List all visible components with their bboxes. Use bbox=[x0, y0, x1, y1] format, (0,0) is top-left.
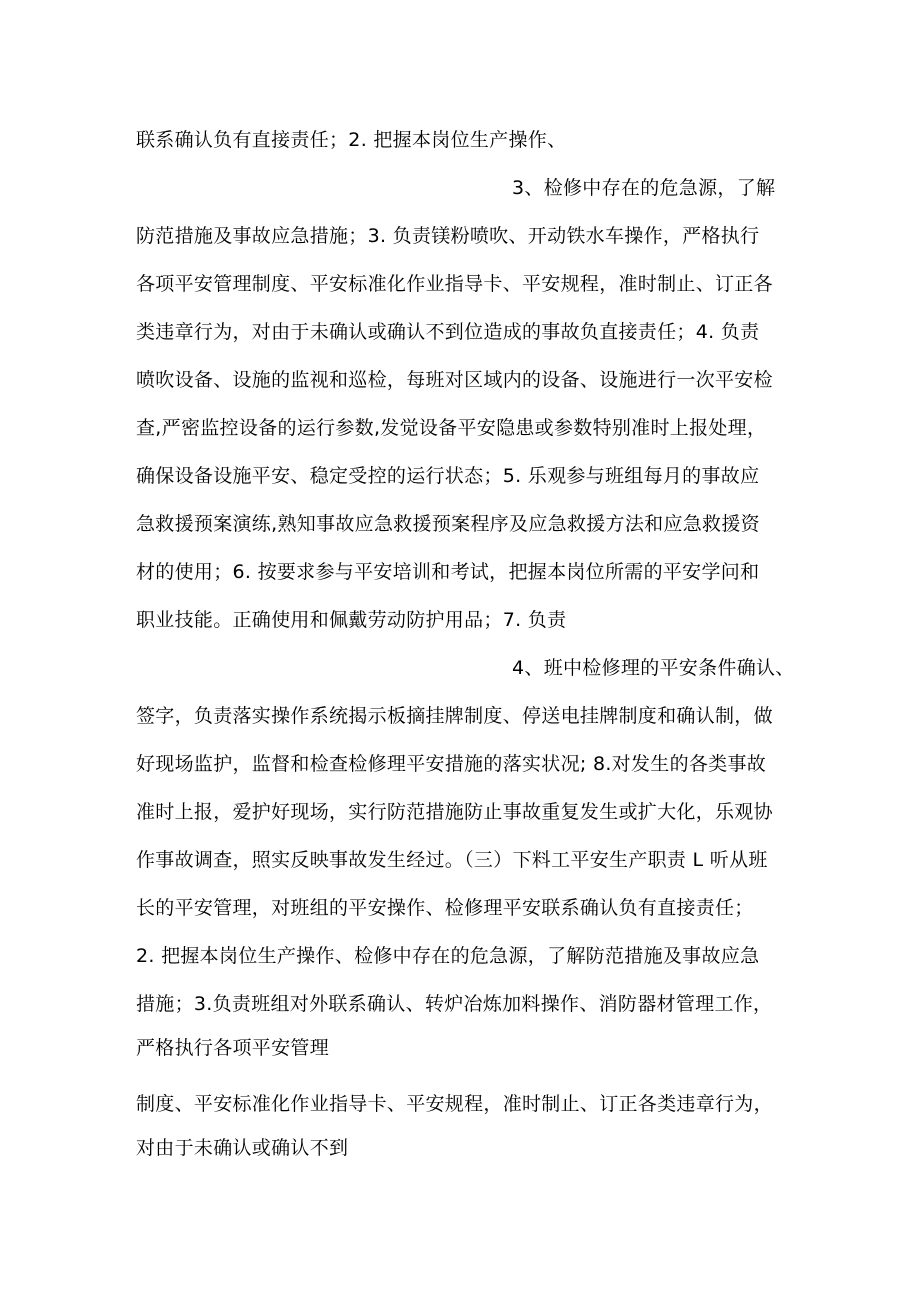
text-line-14: 好现场监护，监督和检查检修理平安措施的落实状况; 8.对发生的各类事故 bbox=[136, 753, 767, 775]
text-line-11: 职业技能。正确使用和佩戴劳动防护用品；7. 负责 bbox=[136, 609, 567, 631]
text-line-8: 确保设备设施平安、稳定受控的运行状态；5. 乐观参与班组每月的事故应 bbox=[136, 465, 760, 487]
text-line-6: 喷吹设备、设施的监视和巡检，每班对区域内的设备、设施进行一次平安检 bbox=[136, 369, 773, 391]
text-line-7: 查,严密监控设备的运行参数,发觉设备平安隐患或参数特别准时上报处理， bbox=[136, 417, 767, 439]
text-line-15: 准时上报，爱护好现场，实行防范措施防止事故重复发生或扩大化，乐观协 bbox=[136, 801, 773, 823]
text-line-22: 对由于未确认或确认不到 bbox=[136, 1137, 349, 1159]
text-line-10: 材的使用；6. 按要求参与平安培训和考试，把握本岗位所需的平安学问和 bbox=[136, 561, 760, 583]
text-line-4: 各项平安管理制度、平安标准化作业指导卡、平安规程，准时制止、订正各 bbox=[136, 273, 773, 295]
text-line-2: 3、检修中存在的危急源，了解 bbox=[512, 177, 776, 199]
text-line-19: 措施；3.负责班组对外联系确认、转炉冶炼加料操作、消防器材管理工作， bbox=[136, 993, 773, 1015]
text-line-13: 签字，负责落实操作系统揭示板摘挂牌制度、停送电挂牌制度和确认制，做 bbox=[136, 705, 773, 727]
text-line-3: 防范措施及事故应急措施；3. 负责镁粉喷吹、开动铁水车操作，严格执行 bbox=[136, 225, 760, 247]
text-line-1: 联系确认负有直接责任；2. 把握本岗位生产操作、 bbox=[136, 129, 567, 151]
text-line-18: 2. 把握本岗位生产操作、检修中存在的危急源，了解防范措施及事故应急 bbox=[136, 945, 760, 967]
text-line-9: 急救援预案演练,熟知事故应急救援预案程序及应急救援方法和应急救援资 bbox=[136, 513, 760, 535]
text-line-5: 类违章行为，对由于未确认或确认不到位造成的事故负直接责任；4. 负责 bbox=[136, 321, 760, 343]
text-line-12: 4、班中检修理的平安条件确认、 bbox=[512, 657, 795, 679]
text-line-20: 严格执行各项平安管理 bbox=[136, 1037, 330, 1059]
text-line-21: 制度、平安标准化作业指导卡、平安规程，准时制止、订正各类违章行为， bbox=[136, 1093, 773, 1115]
text-line-17: 长的平安管理，对班组的平安操作、检修理平安联系确认负有直接责任； bbox=[136, 897, 754, 919]
text-line-16: 作事故调查，照实反映事故发生经过。（三）下料工平安生产职责 L 听从班 bbox=[136, 849, 768, 871]
